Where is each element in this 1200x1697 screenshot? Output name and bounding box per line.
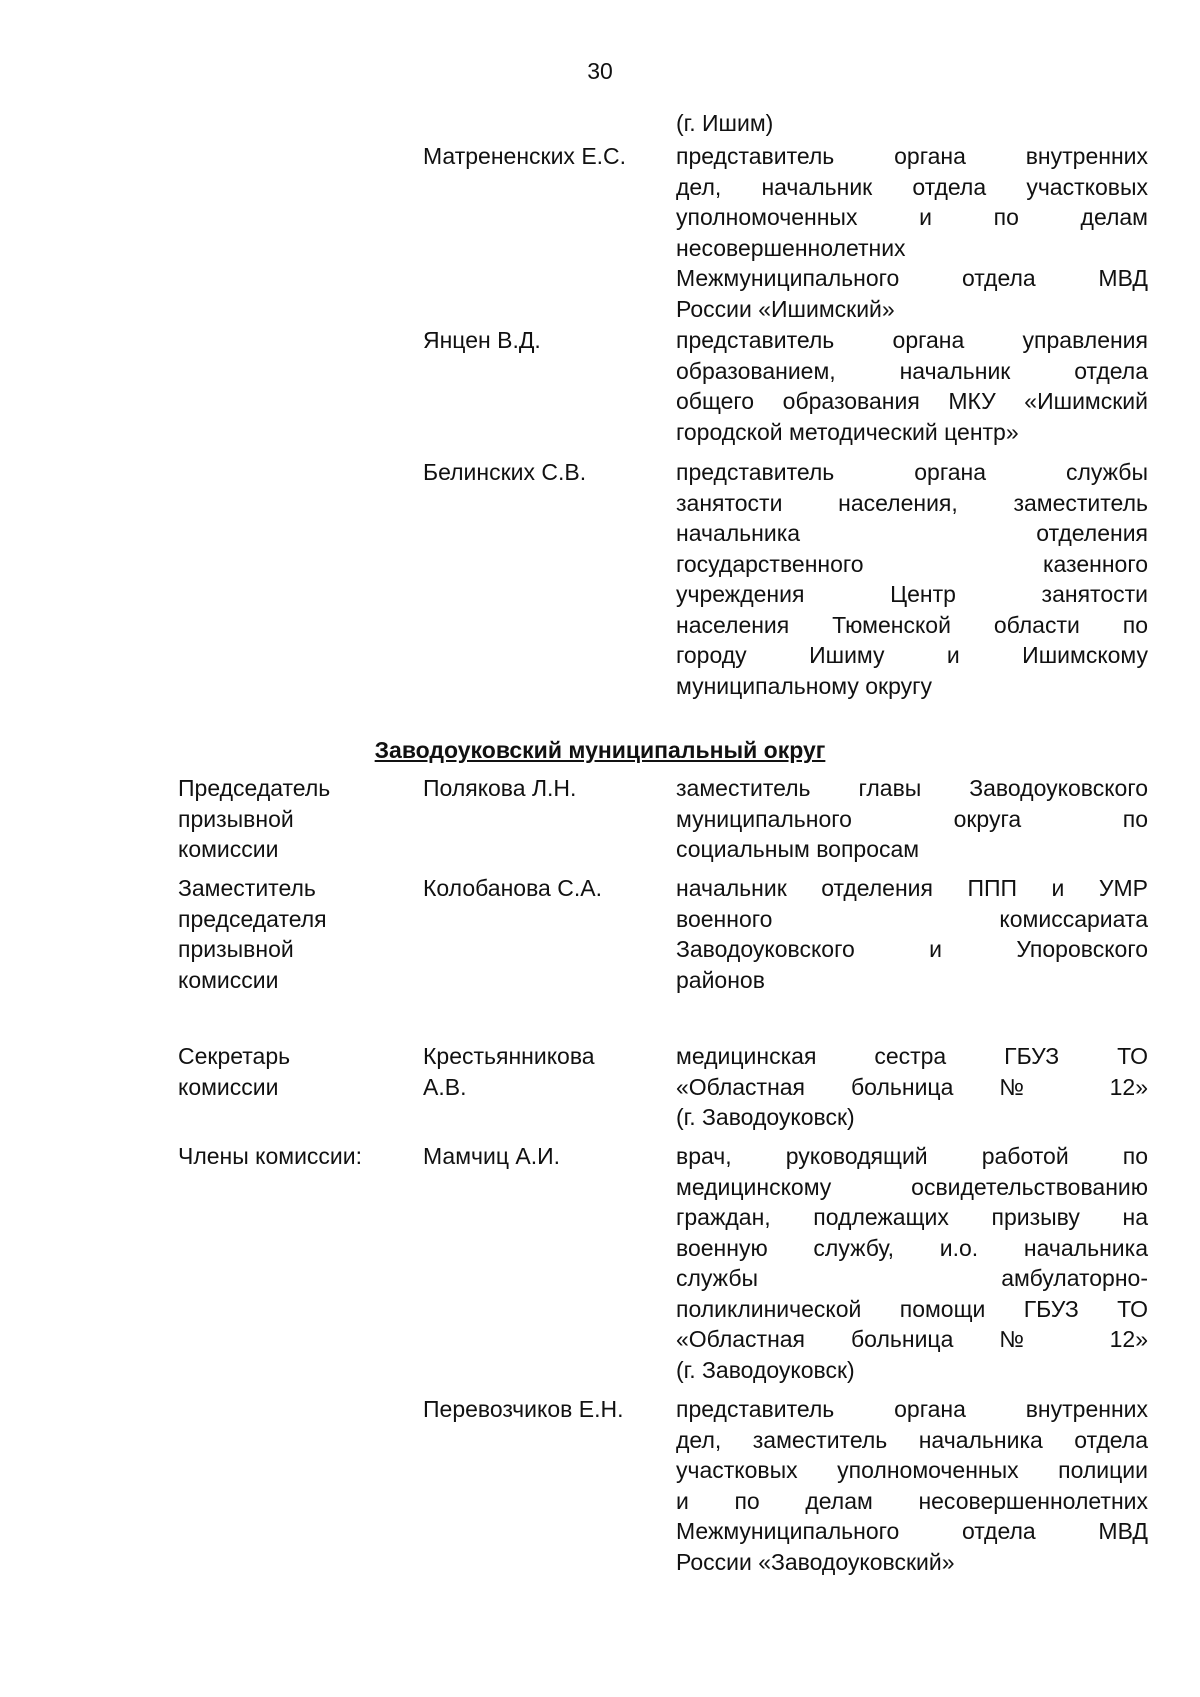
description-line: России «Заводоуковский» xyxy=(676,1548,955,1575)
entry-row xyxy=(0,108,1200,141)
member-name xyxy=(423,873,673,904)
entry-description xyxy=(676,457,1148,701)
description-line: населения Тюменской области по xyxy=(676,611,1148,638)
entry-description xyxy=(676,141,1148,324)
description-line: уполномоченных и по делам xyxy=(676,204,1148,230)
role-line: комиссии xyxy=(178,836,279,862)
member-name xyxy=(423,1141,673,1172)
description-line: поликлинической помощи ГБУЗ ТО xyxy=(676,1295,1148,1322)
member-name: Янцен В.Д. xyxy=(423,327,541,353)
name-line: Перевозчиков Е.Н. xyxy=(423,1396,624,1422)
description-line: муниципальному округу xyxy=(676,672,933,699)
description-line: (г. Заводоуковск) xyxy=(676,1104,855,1130)
name-line: Мамчиц А.И. xyxy=(423,1143,561,1169)
description-line: государственного казенного xyxy=(676,550,1148,577)
entry-description xyxy=(676,1394,1148,1577)
members-list-ishim xyxy=(0,108,1200,702)
entry-row xyxy=(0,1041,1200,1141)
entry-row xyxy=(0,1141,1200,1394)
commission-role xyxy=(178,873,408,995)
description-line: «Областная больница № 12» xyxy=(676,1326,1148,1352)
description-line: участковых уполномоченных полиции xyxy=(676,1457,1148,1483)
commission-role xyxy=(178,1141,408,1172)
description-line: социальным вопросам xyxy=(676,836,920,862)
entry-description xyxy=(676,773,1148,865)
entry-row xyxy=(0,141,1200,325)
description-line: несовершеннолетних xyxy=(676,234,906,261)
description-line: (г. Заводоуковск) xyxy=(676,1356,855,1383)
description-line: общего образования МКУ «Ишимский xyxy=(676,388,1148,414)
entry-description xyxy=(676,1041,1148,1133)
description-line: Межмуниципального отдела МВД xyxy=(676,1518,1148,1544)
role-line: Заместитель xyxy=(178,875,316,901)
description-line: врач, руководящий работой по xyxy=(676,1143,1148,1169)
name-line: А.В. xyxy=(423,1073,467,1100)
description-line: занятости населения, заместитель xyxy=(676,489,1148,516)
members-list-zavodoukovsky xyxy=(0,773,1200,1584)
entry-row xyxy=(0,773,1200,873)
description-line: районов xyxy=(676,966,765,993)
description-line: дел, заместитель начальника отдела xyxy=(676,1426,1148,1453)
description-line: представитель органа службы xyxy=(676,459,1148,485)
description-line: начальника отделения xyxy=(676,520,1148,546)
name-line: Крестьянникова xyxy=(423,1043,595,1069)
description-line: дел, начальник отдела участковых xyxy=(676,173,1148,200)
description-line: Заводоуковского и Упоровского xyxy=(676,936,1148,962)
entry-row xyxy=(0,1394,1200,1584)
description-line: медицинскому освидетельствованию xyxy=(676,1173,1148,1200)
description-line: начальник отделения ППП и УМР xyxy=(676,875,1148,901)
description-line: образованием, начальник отдела xyxy=(676,357,1148,384)
description-line: и по делам несовершеннолетних xyxy=(676,1487,1148,1514)
entry-row xyxy=(0,457,1200,702)
role-line: Члены комиссии: xyxy=(178,1143,363,1169)
entry-description xyxy=(676,1141,1148,1385)
role-line: комиссии xyxy=(178,966,279,993)
description-line: (г. Ишим) xyxy=(676,110,774,136)
role-line: призывной xyxy=(178,936,294,962)
description-line: представитель органа внутренних xyxy=(676,143,1148,169)
commission-role xyxy=(178,1041,408,1102)
commission-role xyxy=(178,773,408,865)
member-name xyxy=(423,773,673,804)
description-line: медицинская сестра ГБУЗ ТО xyxy=(676,1043,1148,1069)
entry-row xyxy=(0,873,1200,1041)
role-line: комиссии xyxy=(178,1073,279,1100)
name-line: Колобанова С.А. xyxy=(423,875,602,901)
member-name xyxy=(423,1394,673,1425)
page-number: 30 xyxy=(587,58,613,84)
description-line: представитель органа управления xyxy=(676,327,1148,353)
description-line: представитель органа внутренних xyxy=(676,1396,1148,1422)
role-line: призывной xyxy=(178,805,294,832)
description-line: «Областная больница № 12» xyxy=(676,1073,1148,1100)
entry-description xyxy=(676,873,1148,995)
description-line: заместитель главы Заводоуковского xyxy=(676,775,1148,801)
description-line: городу Ишиму и Ишимскому xyxy=(676,642,1148,668)
section-heading: Заводоуковский муниципальный округ xyxy=(374,737,826,763)
member-name: Белинских С.В. xyxy=(423,459,587,485)
description-line: России «Ишимский» xyxy=(676,295,895,322)
description-line: муниципального округа по xyxy=(676,805,1148,832)
description-line: Межмуниципального отдела МВД xyxy=(676,265,1148,291)
entry-description xyxy=(676,325,1148,447)
entry-row xyxy=(0,325,1200,457)
description-line: учреждения Центр занятости xyxy=(676,581,1148,607)
description-line: городской методический центр» xyxy=(676,418,1019,445)
member-name: Матрененских Е.С. xyxy=(423,143,627,169)
name-line: Полякова Л.Н. xyxy=(423,775,577,801)
member-name xyxy=(423,1041,673,1102)
description-line: военную службу, и.о. начальника xyxy=(676,1234,1148,1261)
description-line: военного комиссариата xyxy=(676,905,1148,932)
role-line: Председатель xyxy=(178,775,331,801)
entry-description xyxy=(676,108,1148,139)
description-line: граждан, подлежащих призыву на xyxy=(676,1204,1148,1230)
description-line: службы амбулаторно- xyxy=(676,1265,1148,1291)
role-line: Секретарь xyxy=(178,1043,291,1069)
role-line: председателя xyxy=(178,905,327,932)
